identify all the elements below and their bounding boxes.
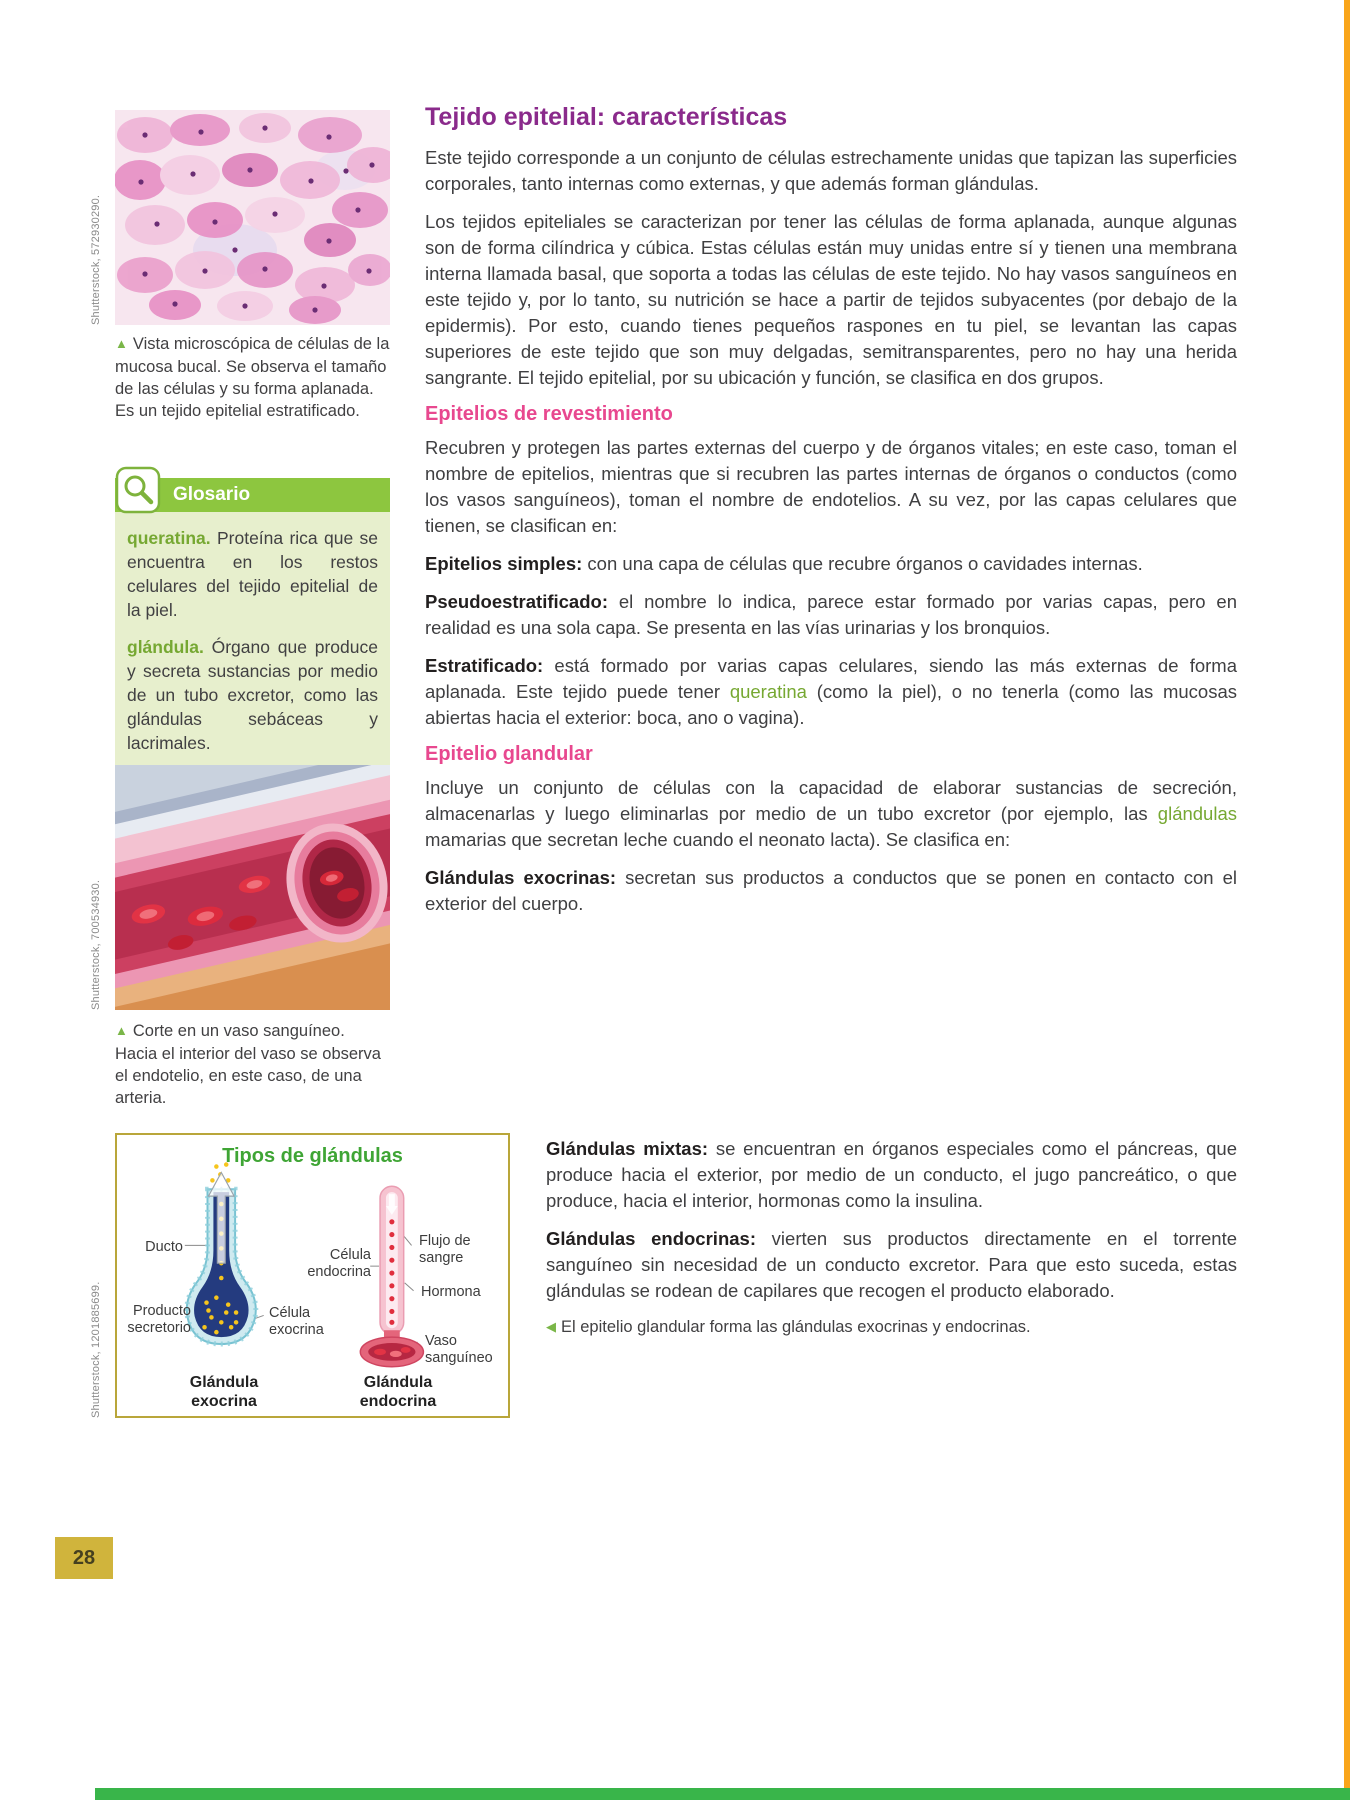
- caption-glandula-exocrina: Glándula exocrina: [189, 1374, 259, 1410]
- heading-epitelios-revestimiento: Epitelios de revestimiento: [425, 403, 673, 425]
- blood-vessel-illustration: [115, 765, 390, 1010]
- micrograph-image: [115, 110, 390, 325]
- page-title: Tejido epitelial: características: [425, 103, 788, 131]
- label-celula-exocrina: Célula exocrina: [269, 1305, 324, 1338]
- glossary-box: [115, 466, 390, 771]
- glandular-text-1: Incluye un conjunto de células con la capacidad de elaborar sustancias de secreción, almacenarlas y luego eliminarlas por medio de un tubo excretor (por ejemplo, las: [425, 777, 1237, 824]
- caption-vessel: [115, 1020, 390, 1109]
- term-epitelios-simples: Epitelios simples:: [425, 553, 583, 574]
- glossary-definition: Proteína rica que se encuentra en los restos celulares del tejido epitelial de la piel.: [127, 528, 378, 620]
- revestimiento-paragraph: Recubren y protegen las partes externas del cuerpo y de órganos vitales; en este caso, toman el nombre de epitelios, mientras que si recubren las partes internas de órganos o conductos (como los vasos sanguíneos), toman el nombre de endotelios. A su vez, por las capas celulares que tienen, se clasifican en:: [425, 437, 1237, 536]
- photo-credit-vessel: Shutterstock, 700534930.: [90, 879, 102, 1010]
- term-estratificado: Estratificado:: [425, 655, 544, 676]
- caption-glandular: [546, 1316, 1237, 1339]
- caption-marker-left-icon: ◀: [546, 1319, 556, 1334]
- main-content: [425, 103, 1237, 929]
- term-glandulas-endocrinas: Glándulas endocrinas:: [546, 1228, 756, 1249]
- glossary-magnifier-icon: [115, 466, 161, 514]
- footer-strip: [95, 1788, 1350, 1800]
- definition-glandulas-endocrinas: vierten sus productos directamente en el torrente sanguíneo sin necesidad de un conducto excretor. Para que esto suceda, estas glándulas se rodean de capilares que recogen el producto elaborado.: [546, 1228, 1238, 1301]
- heading-epitelio-glandular: Epitelio glandular: [425, 743, 593, 765]
- paragraph-estratificado: [425, 653, 1237, 731]
- label-celula-endocrina: Célula endocrina: [307, 1247, 371, 1280]
- glossary-entry: [127, 526, 378, 622]
- caption-micrograph-text: Vista microscópica de células de la mucosa bucal. Se observa el tamaño de las células y su forma aplanada. Es un tejido epitelial estratificado.: [115, 335, 390, 420]
- term-pseudoestratificado: Pseudoestratificado:: [425, 591, 608, 612]
- term-glandulas-mixtas: Glándulas mixtas:: [546, 1138, 709, 1159]
- caption-marker-up-icon: ▲: [115, 1023, 128, 1038]
- label-flujo-de-sangre: Flujo de sangre: [419, 1233, 471, 1266]
- glandular-paragraph: [425, 775, 1237, 853]
- glossary-body: [115, 512, 390, 771]
- definition-estratificado-1: está formado por varias capas celulares, siendo las más externas de forma aplanada. Este tejido puede tener: [425, 655, 1237, 702]
- definition-epitelios-simples: con una capa de células que recubre órganos o cavidades internas.: [582, 553, 1143, 574]
- page-number-box: [55, 1537, 113, 1579]
- wrapped-content: [546, 1136, 1237, 1339]
- exocrine-gland-drawing: [187, 1162, 256, 1344]
- glossary-definition: Órgano que produce y secreta sustancias por medio de un tubo excretor, como las glándulas sebáceas y lacrimales.: [127, 637, 378, 753]
- page-edge-strip: [1344, 0, 1350, 1800]
- definition-estratificado-2: (como la piel), o no tenerla (como las mucosas abiertas hacia el exterior: boca, ano o vagina).: [425, 681, 1237, 728]
- glossary-entry: [127, 635, 378, 755]
- definition-glandulas-mixtas: se encuentran en órganos especiales como el páncreas, que produce hacia el exterior, por medio de un conducto, el jugo pancreático, o que produce, hacia el interior, hormonas como la insulina.: [546, 1138, 1238, 1211]
- glandular-text-2: mamarias que secretan leche cuando el neonato lacta). Se clasifica en:: [425, 829, 1011, 850]
- term-glandulas-exocrinas: Glándulas exocrinas:: [425, 867, 617, 888]
- photo-credit-diagram: Shutterstock, 1201885699.: [90, 1281, 102, 1418]
- caption-vessel-text: Corte en un vaso sanguíneo. Hacia el interior del vaso se observa el endotelio, en este caso, de una arteria.: [115, 1022, 381, 1107]
- caption-glandular-text: El epitelio glandular forma las glándulas exocrinas y endocrinas.: [561, 1318, 1031, 1336]
- definition-pseudoestratificado: el nombre lo indica, parece estar formado por varias capas, pero en realidad es una sola capa. Se presenta en las vías urinarias y los bronquios.: [425, 591, 1237, 638]
- caption-glandula-endocrina: Glándula endocrina: [359, 1374, 437, 1410]
- figure-title: Tipos de glándulas: [222, 1145, 403, 1167]
- glossary-term: queratina.: [127, 528, 211, 548]
- page-number: 28: [72, 1546, 96, 1569]
- intro-paragraph-1: Este tejido corresponde a un conjunto de células estrechamente unidas que tapizan las superficies corporales, tanto internas como externas, y que además forman glándulas.: [425, 147, 1237, 194]
- vessel-image: [115, 765, 390, 1010]
- glossary-title: Glosario: [115, 478, 390, 512]
- paragraph-glandulas-endocrinas: [546, 1226, 1237, 1304]
- label-hormona: Hormona: [421, 1284, 481, 1300]
- paragraph-pseudoestratificado: [425, 589, 1237, 641]
- label-ducto: Ducto: [145, 1239, 183, 1255]
- gland-types-figure: [115, 1133, 510, 1418]
- definition-glandulas-exocrinas: secretan sus productos a conductos que se ponen en contacto con el exterior del cuerpo.: [425, 867, 1237, 914]
- glossary-link-queratina: queratina: [729, 681, 807, 702]
- label-vaso-sanguineo: Vaso sanguíneo: [425, 1333, 493, 1366]
- paragraph-epitelios-simples: [425, 551, 1237, 577]
- paragraph-glandulas-mixtas: [546, 1136, 1237, 1214]
- paragraph-glandulas-exocrinas: [425, 865, 1237, 917]
- glossary-term: glándula.: [127, 637, 204, 657]
- caption-micrograph: [115, 333, 390, 422]
- intro-paragraph-2: Los tejidos epiteliales se caracterizan por tener las células de forma aplanada, aunque algunas son de forma cilíndrica y cúbica. Estas células están muy unidas entre sí y tienen una membrana interna llamada basal, que soporta a todas las células de este tejido. No hay vasos sanguíneos en este tejido y, por lo tanto, su nutrición se hace a partir de tejidos subyacentes (por debajo de la epidermis). Por esto, cuando tienes pequeños raspones en tu piel, se levantan las capas superiores de este tejido que son muy delgadas, semitransparentes, pero no hay una herida sangrante. El tejido epitelial, por su ubicación y función, se clasifica en dos grupos.: [425, 211, 1237, 388]
- glossary-link-glandulas: glándulas: [1157, 803, 1237, 824]
- micrograph-cells-illustration: [115, 110, 390, 325]
- caption-marker-up-icon: ▲: [115, 336, 128, 351]
- photo-credit-micrograph: Shutterstock, 572930290.: [90, 194, 102, 325]
- label-producto-secretorio: Producto secretorio: [127, 1303, 191, 1336]
